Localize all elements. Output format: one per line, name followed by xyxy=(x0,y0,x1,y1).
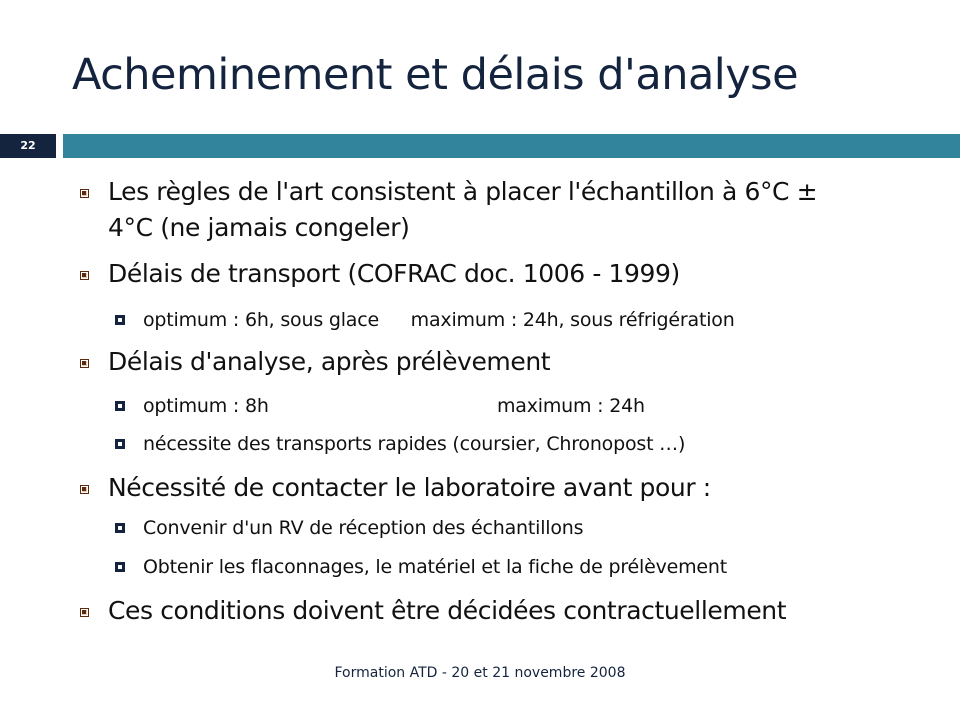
bullet-item xyxy=(108,174,928,246)
sub-bullet-text-right-wrap xyxy=(497,392,645,420)
title-bar xyxy=(63,134,960,158)
sub-bullet-text-left: optimum : 8h xyxy=(143,395,269,417)
square-bullet-icon xyxy=(80,608,89,617)
hollow-square-bullet-icon xyxy=(115,315,125,325)
bullet-text: Délais d'analyse, après prélèvement xyxy=(108,347,551,376)
hollow-square-bullet-icon xyxy=(115,523,125,533)
sub-bullet-item xyxy=(143,514,583,542)
sub-bullet-item xyxy=(143,430,685,458)
slide-title: Acheminement et délais d'analyse xyxy=(72,50,799,100)
sub-bullet-text: Obtenir les flaconnages, le matériel et la fiche de prélèvement xyxy=(143,556,728,578)
hollow-square-bullet-icon xyxy=(115,439,125,449)
sub-bullet-text-right: maximum : 24h xyxy=(497,395,645,417)
bullet-text: Ces conditions doivent être décidées contractuellement xyxy=(108,596,787,625)
bullet-item xyxy=(108,593,786,629)
slide-footer: Formation ATD - 20 et 21 novembre 2008 xyxy=(334,665,626,681)
sub-bullet-text: Convenir d'un RV de réception des échantillons xyxy=(143,517,584,539)
square-bullet-icon xyxy=(80,271,89,280)
sub-bullet-text: nécessite des transports rapides (coursier, Chronopost …) xyxy=(143,433,686,455)
bullet-text: Les règles de l'art consistent à placer l'échantillon à 6°C ± xyxy=(108,177,818,206)
bullet-item xyxy=(108,470,711,506)
bullet-item xyxy=(108,344,550,380)
square-bullet-icon xyxy=(80,359,89,368)
sub-bullet-text-left: optimum : 6h, sous glace xyxy=(143,309,379,331)
square-bullet-icon xyxy=(80,189,89,198)
sub-bullet-item xyxy=(143,553,727,581)
sub-bullet-item xyxy=(143,392,269,420)
bullet-text-continued: 4°C (ne jamais congeler) xyxy=(108,213,410,242)
sub-bullet-item xyxy=(143,306,735,334)
bullet-text: Délais de transport (COFRAC doc. 1006 - 1999) xyxy=(108,259,680,288)
bullet-item xyxy=(108,256,680,292)
hollow-square-bullet-icon xyxy=(115,401,125,411)
sub-bullet-text-right: maximum : 24h, sous réfrigération xyxy=(410,309,735,331)
slide-number: 22 xyxy=(0,134,56,158)
square-bullet-icon xyxy=(80,485,89,494)
bullet-text: Nécessité de contacter le laboratoire avant pour : xyxy=(108,473,711,502)
hollow-square-bullet-icon xyxy=(115,562,125,572)
